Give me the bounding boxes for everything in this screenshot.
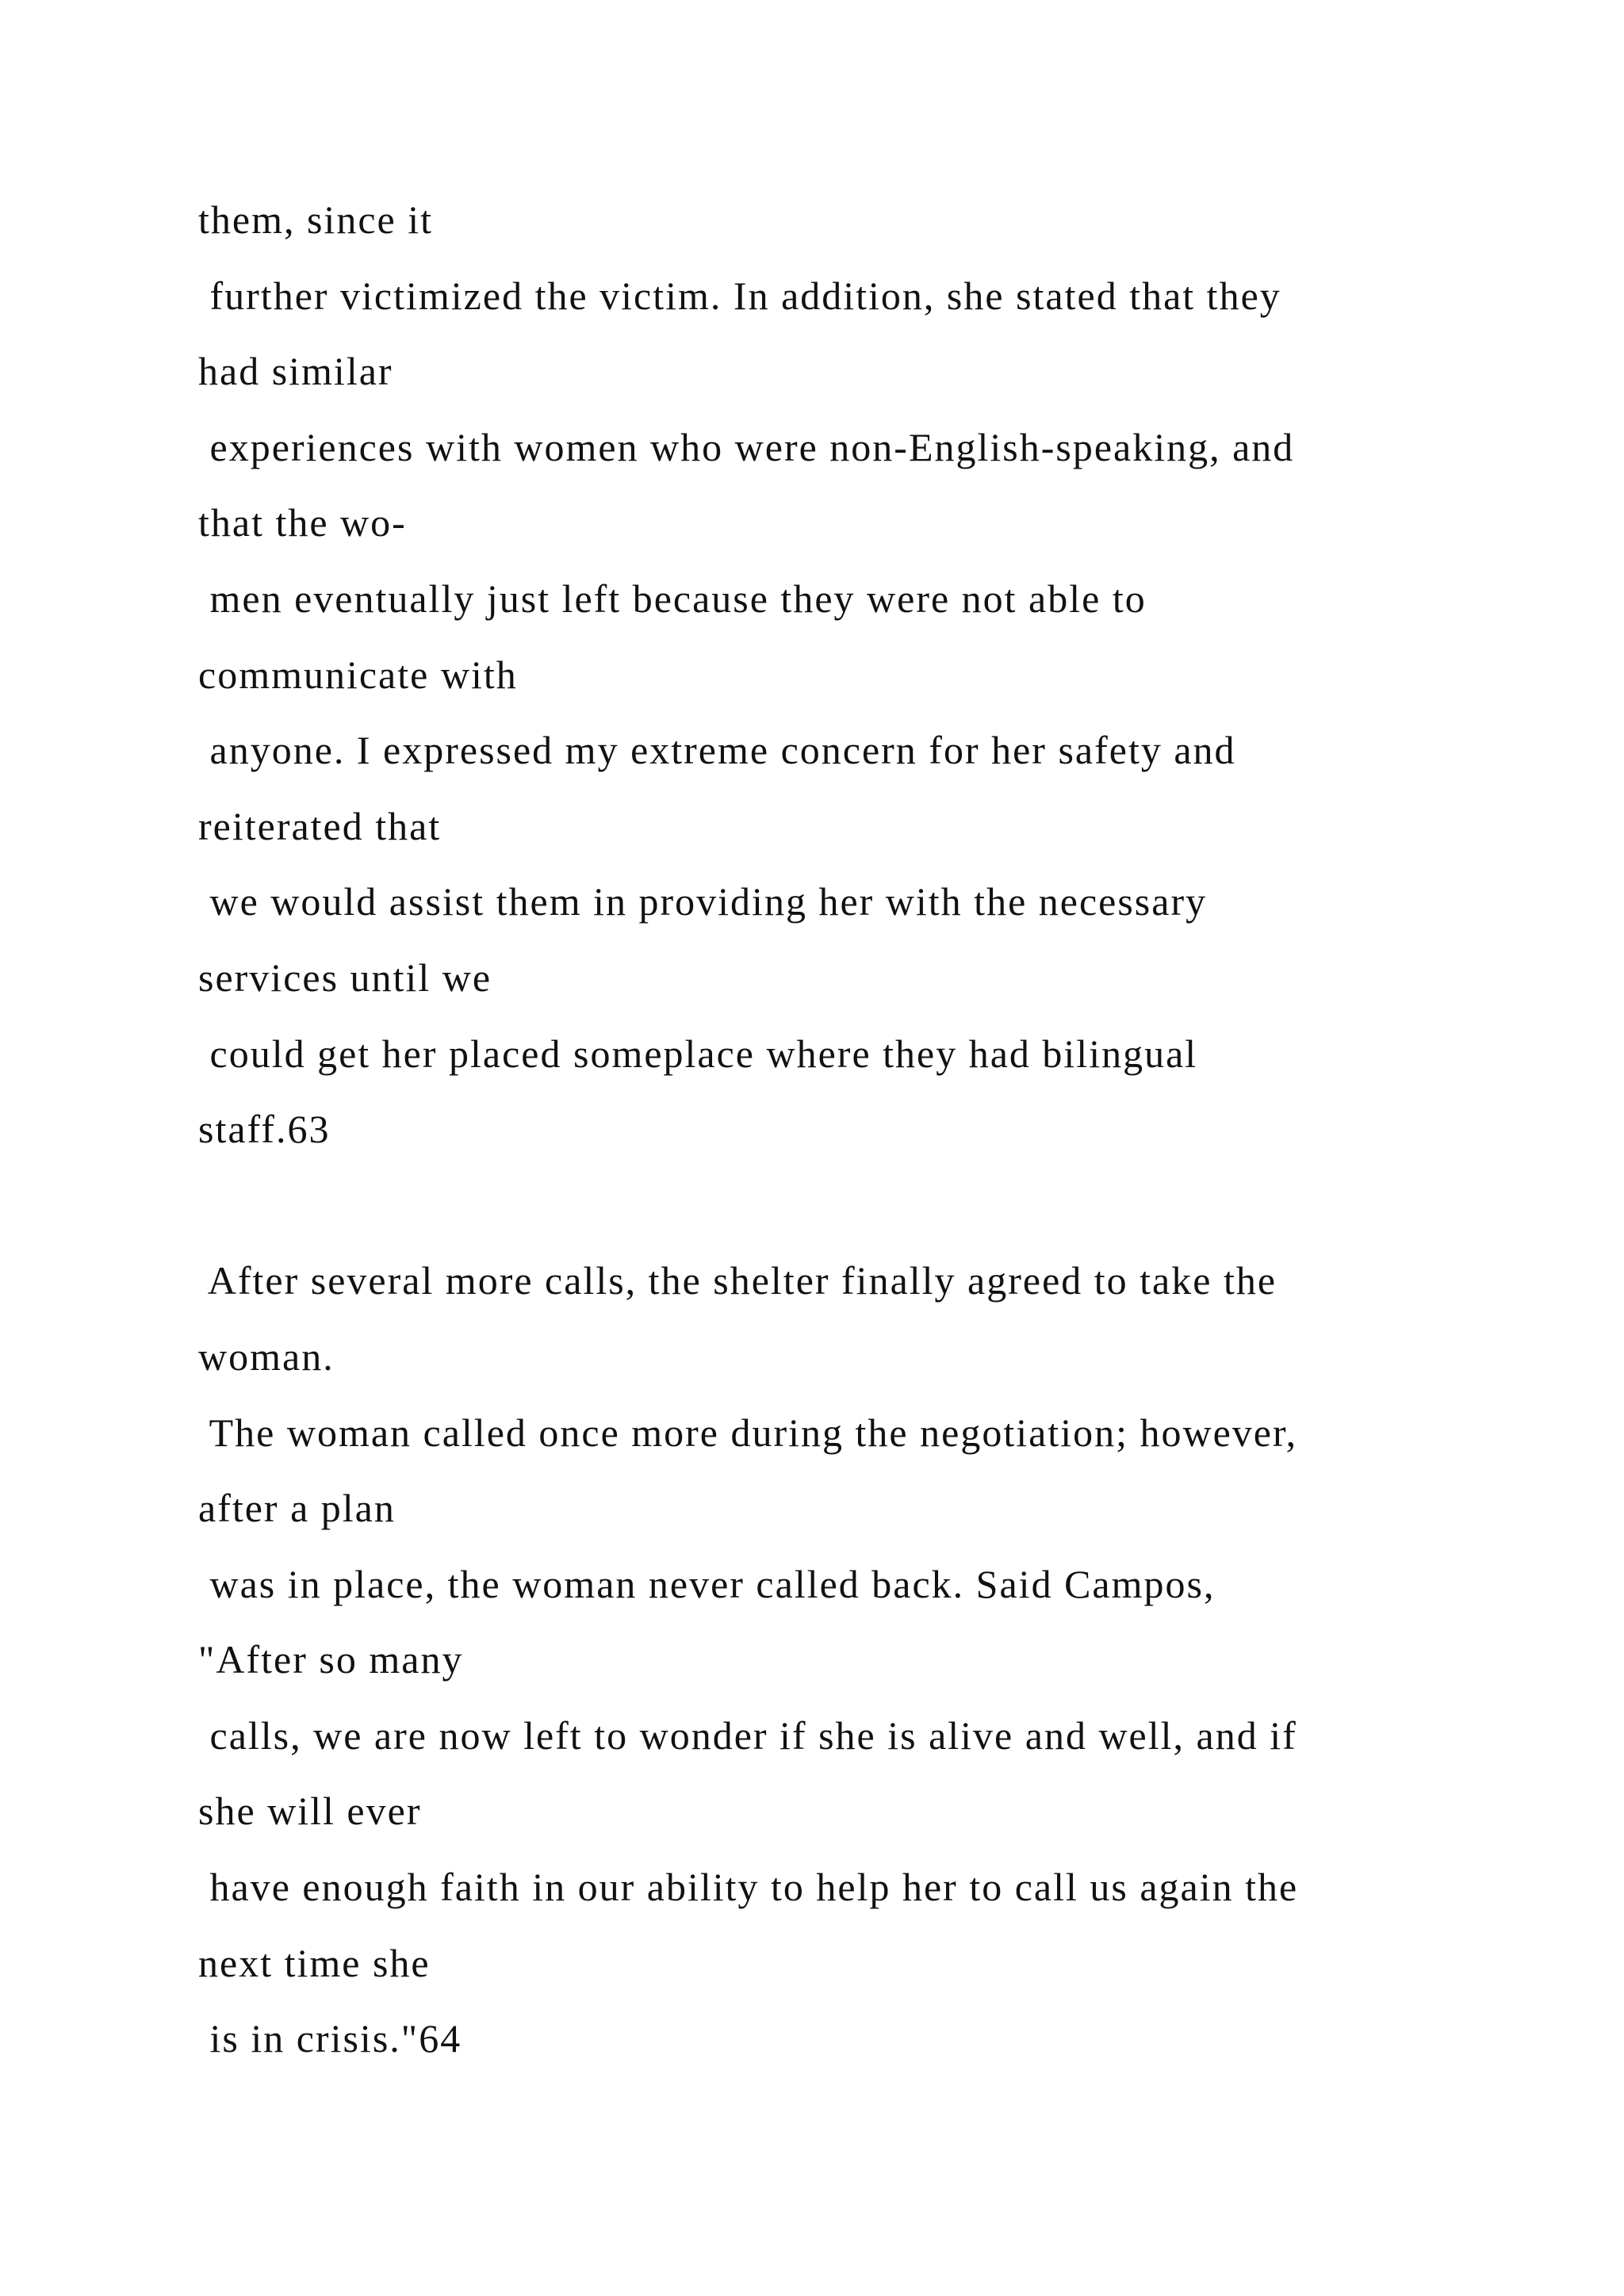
text-line: staff.63 <box>198 1107 331 1152</box>
text-line: we would assist them in providing her with the necessary <box>198 879 1208 924</box>
text-line: that the wo- <box>198 500 407 545</box>
text-line: experiences with women who were non-English-speaking, and <box>198 424 1295 469</box>
text-line: had similar <box>198 349 393 394</box>
text-line: woman. <box>198 1334 335 1379</box>
text-line: she will ever <box>198 1789 422 1834</box>
text-line: calls, we are now left to wonder if she is alive and well, and if <box>198 1712 1297 1758</box>
text-line: next time she <box>198 1940 431 1985</box>
text-line: them, since it <box>198 197 433 242</box>
text-line: is in crisis."64 <box>198 2016 462 2061</box>
text-line: After several more calls, the shelter finally agreed to take the <box>198 1258 1277 1303</box>
text-line: communicate with <box>198 652 518 697</box>
text-line: men eventually just left because they were not able to <box>198 576 1147 621</box>
text-line: anyone. I expressed my extreme concern for her safety and <box>198 728 1236 773</box>
paragraph-break <box>198 1168 1546 1244</box>
text-line: was in place, the woman never called back. Said Campos, <box>198 1561 1216 1606</box>
text-line: "After so many <box>198 1637 464 1682</box>
text-line: services until we <box>198 955 492 1000</box>
text-line: The woman called once more during the negotiation; however, <box>198 1410 1298 1455</box>
body-text <box>198 182 1546 2077</box>
text-line: could get her placed someplace where they had bilingual <box>198 1031 1198 1076</box>
text-line: have enough faith in our ability to help her to call us again the <box>198 1865 1299 1910</box>
text-line: reiterated that <box>198 803 442 848</box>
text-line: further victimized the victim. In addition, she stated that they <box>198 273 1281 318</box>
text-line: after a plan <box>198 1486 396 1531</box>
